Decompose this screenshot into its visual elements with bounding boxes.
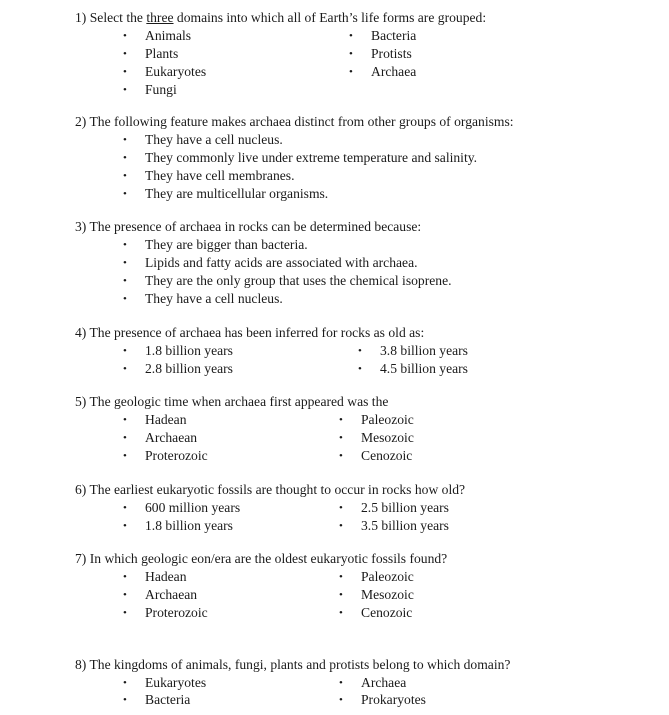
option-text: 1.8 billion years	[145, 518, 233, 533]
bullet-icon: •	[123, 275, 127, 287]
option-text: Fungi	[145, 82, 177, 97]
bullet-icon: •	[339, 432, 343, 444]
option-text: Archaean	[145, 430, 198, 445]
option-text: 2.5 billion years	[361, 500, 449, 515]
option-text: Mesozoic	[361, 430, 414, 445]
option-text: 600 million years	[145, 500, 241, 515]
bullet-icon: •	[358, 345, 362, 357]
option-text: Bacteria	[145, 692, 191, 707]
option-text: Mesozoic	[361, 587, 414, 602]
question-8-title: 8) The kingdoms of animals, fungi, plants and protists belong to which domain?	[75, 657, 511, 672]
option-text: 2.8 billion years	[145, 361, 233, 376]
question-7	[75, 550, 665, 620]
bullet-icon: •	[123, 134, 127, 146]
option-text: They are multicellular organisms.	[145, 186, 329, 201]
bullet-icon: •	[123, 363, 127, 375]
option-text: Eukaryotes	[145, 64, 207, 79]
option-text: 1.8 billion years	[145, 343, 233, 358]
option-text: Paleozoic	[361, 569, 414, 584]
bullet-icon: •	[123, 414, 127, 426]
bullet-icon: •	[339, 502, 343, 514]
option-text: Animals	[145, 28, 192, 43]
option-text: Cenozoic	[361, 605, 413, 620]
bullet-icon: •	[349, 30, 353, 42]
option-text: Proterozoic	[145, 605, 208, 620]
option-text: Hadean	[145, 569, 187, 584]
bullet-icon: •	[123, 239, 127, 251]
option-text: They are the only group that uses the chemical isoprene.	[145, 273, 452, 288]
question-5	[75, 393, 665, 463]
option-text: Prokaryotes	[361, 692, 426, 707]
question-4	[75, 324, 665, 376]
bullet-icon: •	[123, 293, 127, 305]
option-text: Lipids and fatty acids are associated with archaea.	[145, 255, 418, 270]
bullet-icon: •	[123, 345, 127, 357]
option-text: Protists	[371, 46, 412, 61]
option-text: 4.5 billion years	[380, 361, 468, 376]
bullet-icon: •	[123, 432, 127, 444]
option-text: Proterozoic	[145, 448, 208, 463]
option-text: Archaean	[145, 587, 198, 602]
question-1-title	[75, 9, 665, 27]
question-7-title: 7) In which geologic eon/era are the oldest eukaryotic fossils found?	[75, 551, 448, 566]
bullet-icon: •	[123, 84, 127, 96]
option-text: Hadean	[145, 412, 187, 427]
bullet-icon: •	[123, 170, 127, 182]
option-text: 3.5 billion years	[361, 518, 449, 533]
question-1	[75, 9, 665, 97]
bullet-icon: •	[339, 571, 343, 583]
bullet-icon: •	[123, 30, 127, 42]
bullet-icon: •	[123, 48, 127, 60]
question-5-title: 5) The geologic time when archaea first appeared was the	[75, 394, 389, 409]
question-1-title-part: 1) Select the	[75, 10, 147, 25]
bullet-icon: •	[339, 450, 343, 462]
bullet-icon: •	[349, 48, 353, 60]
option-text: 3.8 billion years	[380, 343, 468, 358]
question-4-title: 4) The presence of archaea has been inferred for rocks as old as:	[75, 325, 425, 340]
bullet-icon: •	[123, 188, 127, 200]
bullet-icon: •	[123, 502, 127, 514]
question-6-title: 6) The earliest eukaryotic fossils are thought to occur in rocks how old?	[75, 482, 466, 497]
option-text: They have a cell nucleus.	[145, 291, 283, 306]
bullet-icon: •	[123, 152, 127, 164]
option-text: They have cell membranes.	[145, 168, 295, 183]
bullet-icon: •	[123, 520, 127, 532]
bullet-icon: •	[358, 363, 362, 375]
bullet-icon: •	[123, 694, 127, 706]
question-3-title: 3) The presence of archaea in rocks can be determined because:	[75, 219, 422, 234]
bullet-icon: •	[339, 414, 343, 426]
bullet-icon: •	[339, 694, 343, 706]
option-text: Eukaryotes	[145, 675, 207, 690]
option-text: They commonly live under extreme temperature and salinity.	[145, 150, 478, 165]
option-text: Bacteria	[371, 28, 417, 43]
question-1-title-part: domains into which all of Earth’s life forms are grouped:	[173, 10, 487, 25]
bullet-icon: •	[123, 571, 127, 583]
option-text: Archaea	[361, 675, 407, 690]
bullet-icon: •	[339, 677, 343, 689]
bullet-icon: •	[339, 589, 343, 601]
bullet-icon: •	[349, 66, 353, 78]
option-text: They have a cell nucleus.	[145, 132, 283, 147]
question-3	[75, 218, 665, 306]
bullet-icon: •	[123, 66, 127, 78]
bullet-icon: •	[123, 589, 127, 601]
option-text: Archaea	[371, 64, 417, 79]
question-2-title: 2) The following feature makes archaea distinct from other groups of organisms:	[75, 114, 514, 129]
bullet-icon: •	[123, 257, 127, 269]
question-8	[75, 656, 665, 707]
option-text: Paleozoic	[361, 412, 414, 427]
question-1-title-underlined: three	[146, 10, 174, 25]
question-6	[75, 481, 665, 533]
bullet-icon: •	[123, 607, 127, 619]
bullet-icon: •	[339, 520, 343, 532]
question-2	[75, 113, 665, 201]
option-text: Plants	[145, 46, 179, 61]
option-text: Cenozoic	[361, 448, 413, 463]
bullet-icon: •	[339, 607, 343, 619]
bullet-icon: •	[123, 450, 127, 462]
bullet-icon: •	[123, 677, 127, 689]
option-text: They are bigger than bacteria.	[145, 237, 308, 252]
